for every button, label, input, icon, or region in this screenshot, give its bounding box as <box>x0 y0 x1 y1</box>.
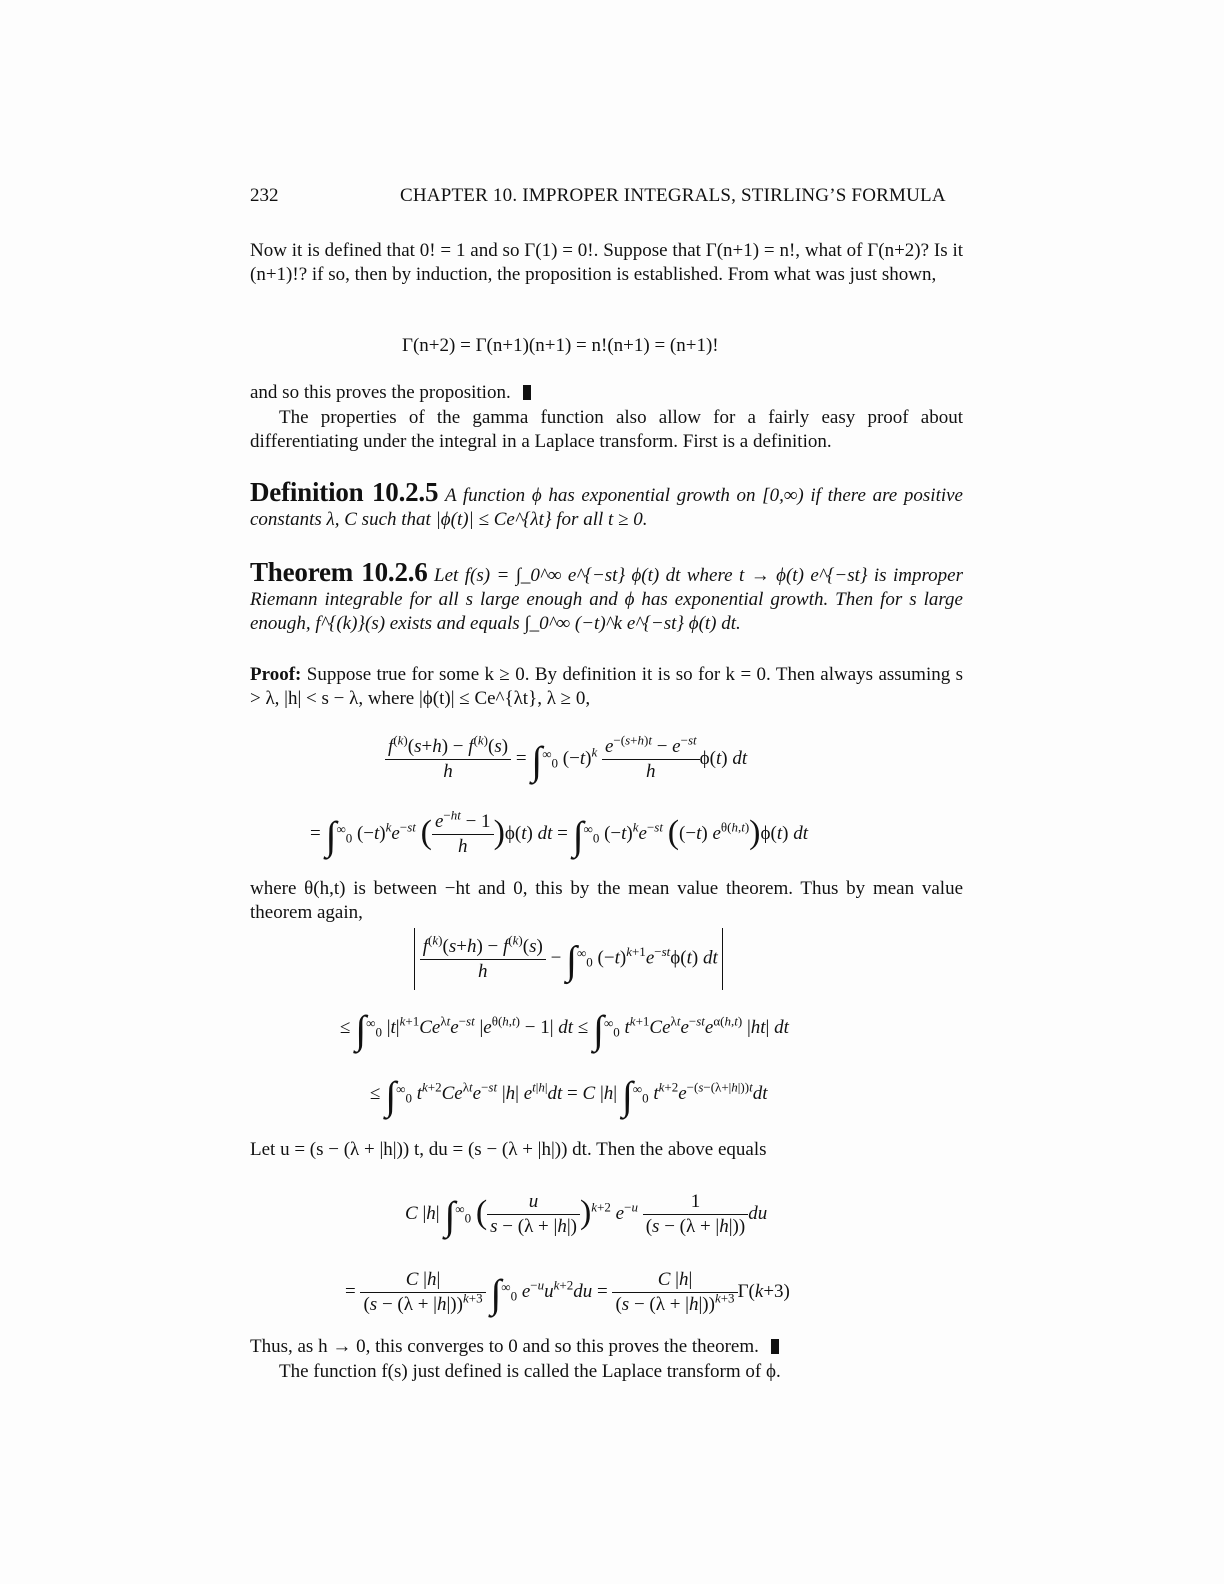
proof-label: Proof: <box>250 664 302 685</box>
page-number: 232 <box>250 185 279 206</box>
running-head: CHAPTER 10. IMPROPER INTEGRALS, STIRLING’S FORMULA <box>400 185 946 206</box>
paragraph-theta: where θ(h,t) is between −ht and 0, this by the mean value theorem. Thus by mean value theorem again, <box>250 878 963 923</box>
equation-difference-quotient: $\frac{f^{(k)}(s+h) - f^{(k)}(s)}{h}$ = $\int^\infty_0$ $(-t)^k$ $\frac{e^{-(s+h)t} - e^{-st}}{h}$ ϕ(t) dt <box>385 735 747 784</box>
equation-gamma-recurrence: Γ(n+2) = Γ(n+1)(n+1) = n!(n+1) = (n+1)! <box>402 335 719 356</box>
theorem-label: Theorem 10.2.6 <box>250 557 428 587</box>
proposition-conclusion: and so this proves the proposition. <box>250 382 511 403</box>
definition-text: A function ϕ has exponential growth on [0,∞) if there are positive constants λ, C such that |ϕ(t)| ≤ Ce^{λt} for all t ≥ 0. <box>250 485 963 530</box>
paragraph-laplace-definition: The function f(s) just defined is called the Laplace transform of ϕ. <box>279 1361 781 1382</box>
paragraph-laplace-intro: The properties of the gamma function also allow for a fairly easy proof about differentiating under the integral in a Laplace transform. First is a definition. <box>250 407 963 452</box>
paragraph-substitution: Let u = (s − (λ + |h|)) t, du = (s − (λ + |h|)) dt. Then the above equals <box>250 1139 767 1160</box>
qed-mark <box>523 385 531 400</box>
equation-bound-1: ≤ $\int^\infty_0$ $|t|^{k+1}Ce^{\lambda t}e^{-st}$ $|e^{\theta(h,t)} - 1|$ dt ≤ $\int^\infty_0$ $t^{k+1}Ce^{\lambda t}e^{-st}e^{\alpha(h,t)}$ |ht| dt <box>340 1007 789 1052</box>
equation-mean-value: = $\int^\infty_0$ $(-t)^ke^{-st}$ ( $\frac{e^{-ht} - 1}{h}$ )ϕ(t) dt = $\int^\infty_0$ $(-t)^ke^{-st}$ ((−t) $e^{\theta(h,t)})\phi(t)$ dt <box>310 807 808 858</box>
paragraph-conclusion <box>250 1335 963 1359</box>
definition-label: Definition 10.2.5 <box>250 477 439 507</box>
equation-abs-difference: $\frac{f^{(k)}(s+h) - f^{(k)}(s)}{h}$ − $\int^\infty_0$ $(-t)^{k+1}e^{-st}\phi(t)$ dt <box>414 928 723 990</box>
proof-text: Suppose true for some k ≥ 0. By definition it is so for k = 0. Then always assuming s > λ, |h| < s − λ, where |ϕ(t)| ≤ Ce^{λt}, λ ≥ 0, <box>250 664 964 709</box>
qed-mark <box>771 1339 779 1354</box>
equation-gamma-result: = $\frac{C |h|}{(s - (\lambda + |h|))^{k+3}}$ $\int^\infty_0$ $e^{-u}u^{k+2}du$ = $\frac{C |h|}{(s - (\lambda + |h|))^{k+3}}$ Γ(k+3) <box>345 1269 790 1316</box>
equation-substitution: C |h| $\int^\infty_0$ ( $\frac{u}{s - (\lambda + |h|)}$ )$^{k+2}$ $e^{-u}$ $\frac{1}{(s - (\lambda + |h|))}$ du <box>405 1191 768 1238</box>
theorem-block <box>250 557 963 636</box>
theorem-text: Let f(s) = ∫_0^∞ e^{−st} ϕ(t) dt where t → ϕ(t) e^{−st} is improper Riemann integrable for all s large enough and ϕ has exponential growth. Then for s large enough, f^{(k)}(s) exists and equals ∫_0^∞ (−t)^k e^{−st} ϕ(t) dt. <box>250 565 963 634</box>
definition-block <box>250 477 963 532</box>
equation-bound-2: ≤ $\int^\infty_0$ $t^{k+2}Ce^{\lambda t}e^{-st}$ |h| $e^{t|h|}dt = C$ |h| $\int^\infty_0$ $t^{k+2}e^{-(s-(\lambda+|h|))t}dt$ <box>370 1073 768 1118</box>
paragraph-gamma-induction: Now it is defined that 0! = 1 and so Γ(1) = 0!. Suppose that Γ(n+1) = n!, what of Γ(n+2)? Is it (n+1)!? if so, then by induction, the proposition is established. From what was just shown, <box>250 240 963 285</box>
conclusion-text: Thus, as h → 0, this converges to 0 and so this proves the theorem. <box>250 1336 759 1357</box>
proof-block <box>250 663 963 711</box>
paragraph-proposition-end <box>250 381 963 405</box>
